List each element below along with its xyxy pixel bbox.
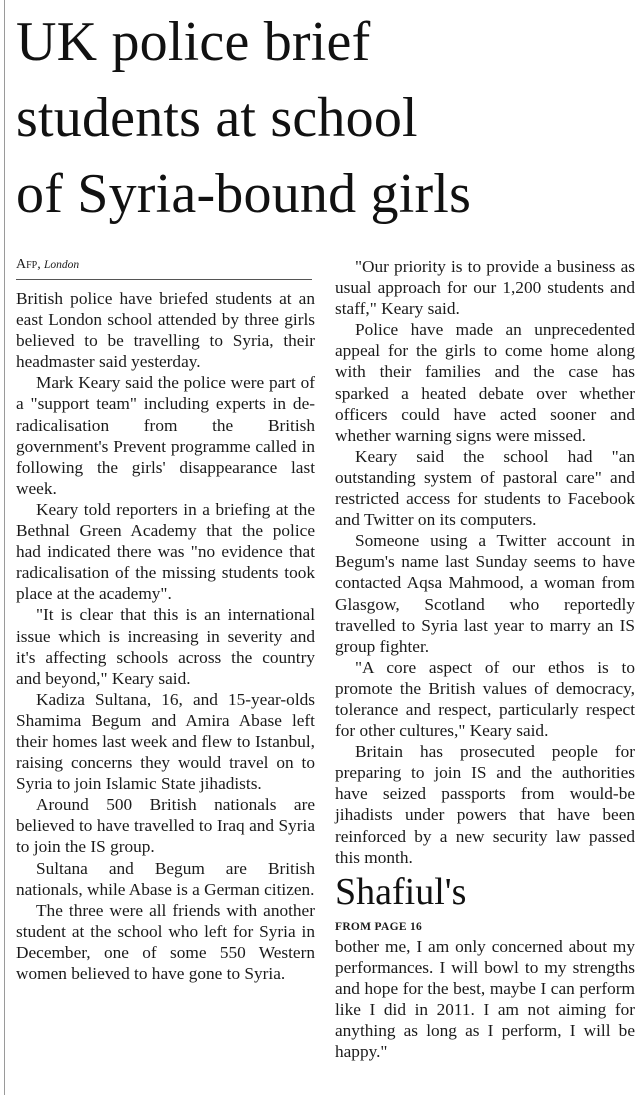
headline-line: students at school <box>16 87 418 149</box>
headline <box>16 4 636 232</box>
headline-line: UK police brief <box>16 11 371 73</box>
paragraph: "A core aspect of our ethos is to promote the British values of democracy, tolerance and respect, particularly respect for other cultures," Keary said. <box>335 657 635 741</box>
second-story-text: bother me, I am only concerned about my performances. I will bowl to my strengths and hope for the best, maybe I can perform like I did in 2011. I am not aiming for anything as long as I perform, I will be happy." <box>335 936 635 1062</box>
byline <box>16 256 312 280</box>
paragraph: Britain has prosecuted people for preparing to join IS and the authorities have seized passports from would-be jihadists under powers that have been reinforced by a new security law passed this month. <box>335 742 635 867</box>
paragraph: Keary said the school had "an outstanding system of pastoral care" and restricted access for students to Facebook and Twitter on its computers. <box>335 446 635 530</box>
paragraph: "It is clear that this is an international issue which is increasing in severity and it's affecting schools across the country and beyond," Keary said. <box>16 605 315 688</box>
column-rule <box>4 0 5 1095</box>
byline-city: London <box>43 259 80 271</box>
article-column-left <box>16 256 315 984</box>
byline-agency: Afp, <box>16 257 41 272</box>
paragraph: Keary told reporters in a briefing at the Bethnal Green Academy that the police had indicated there was "no evidence that radicalisation of the missing students took place at the academy". <box>16 499 315 604</box>
second-story-title: Shafiul's <box>335 870 467 913</box>
paragraph: Someone using a Twitter account in Begum's name last Sunday seems to have contacted Aqsa Mahmood, a woman from Glasgow, Scotland who reportedly travelled to Syria last year to marry an IS group fighter. <box>335 531 635 656</box>
article-column-right <box>335 256 635 1062</box>
paragraph: Sultana and Begum are British nationals, while Abase is a German citizen. <box>16 858 315 899</box>
headline-line: of Syria-bound girls <box>16 163 472 225</box>
paragraph: Mark Keary said the police were part of a "support team" including experts in de-radicalisation from the British government's Prevent programme called in following the girls' disappearance last week. <box>16 373 315 498</box>
paragraph: Police have made an unprecedented appeal for the girls to come home along with their families and the case has sparked a heated debate over whether officers could have acted sooner and whether warning signs were missed. <box>335 320 635 445</box>
paragraph: The three were all friends with another student at the school who left for Syria in December, one of some 550 Western women believed to have gone to Syria. <box>16 900 315 983</box>
paragraph: Kadiza Sultana, 16, and 15-year-olds Shamima Begum and Amira Abase left their homes last week and flew to Istanbul, raising concerns they would travel on to Syria to join Islamic State jihadists. <box>16 689 315 794</box>
paragraph: British police have briefed students at an east London school attended by three girls believed to be travelling to Syria, their headmaster said yesterday. <box>16 289 315 372</box>
jump-label: FROM PAGE 16 <box>335 920 423 933</box>
paragraph: "Our priority is to provide a business as usual approach for our 1,200 students and staff," Keary said. <box>335 257 635 319</box>
paragraph: Around 500 British nationals are believed to have travelled to Iraq and Syria to join the IS group. <box>16 795 315 857</box>
